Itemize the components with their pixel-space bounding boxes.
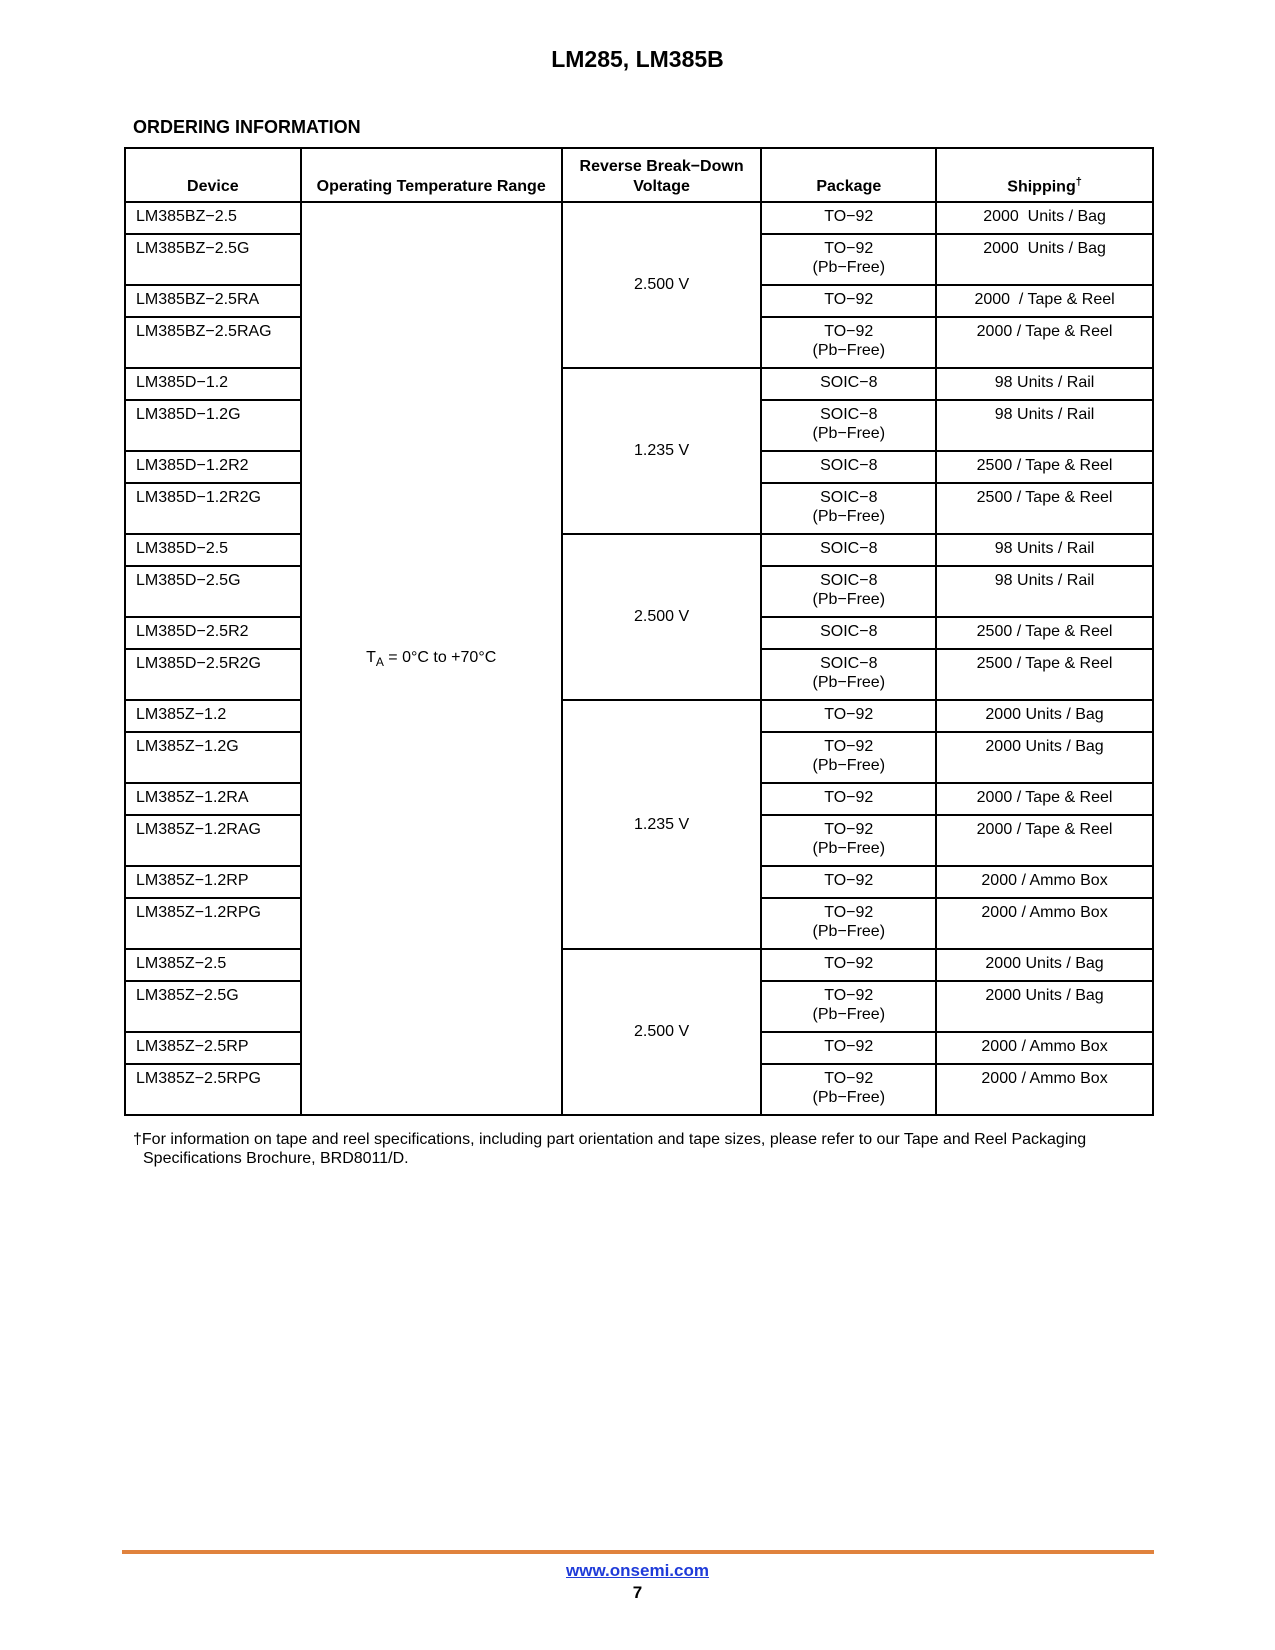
ordering-table — [124, 147, 1154, 1116]
cell-device: LM385BZ−2.5RA — [125, 285, 301, 317]
header-voltage — [562, 148, 762, 202]
cell-shipping: 2000 / Tape & Reel — [936, 815, 1153, 866]
package-name: TO−92 — [824, 208, 874, 225]
header-temp-range: Operating Temperature Range — [301, 148, 562, 202]
table-body — [125, 202, 1153, 1115]
cell-shipping: 98 Units / Rail — [936, 368, 1153, 400]
cell-device: LM385Z−2.5RPG — [125, 1064, 301, 1115]
package-name: TO−92 — [824, 872, 874, 889]
package-note: (Pb−Free) — [812, 674, 886, 691]
package-name: TO−92 — [824, 789, 874, 806]
cell-package — [761, 400, 936, 451]
cell-package — [761, 732, 936, 783]
package-name: SOIC−8 — [820, 374, 878, 391]
cell-voltage: 1.235 V — [562, 700, 762, 949]
package-name: TO−92 — [824, 323, 874, 340]
page-number: 7 — [632, 1583, 643, 1602]
cell-voltage: 2.500 V — [562, 202, 762, 368]
table-header-row — [125, 148, 1153, 202]
cell-device: LM385D−1.2 — [125, 368, 301, 400]
cell-package — [761, 1032, 936, 1064]
footer-website-link[interactable]: www.onsemi.com — [566, 1561, 709, 1580]
cell-device: LM385D−2.5R2 — [125, 617, 301, 649]
cell-device: LM385D−2.5 — [125, 534, 301, 566]
cell-shipping: 2000 / Tape & Reel — [936, 317, 1153, 368]
cell-package — [761, 700, 936, 732]
cell-device: LM385D−1.2R2G — [125, 483, 301, 534]
temp-range-prefix: T — [366, 648, 376, 666]
table-row — [125, 949, 1153, 981]
cell-shipping: 2500 / Tape & Reel — [936, 649, 1153, 700]
cell-shipping: 2000 Units / Bag — [936, 981, 1153, 1032]
package-name: SOIC−8 — [820, 623, 878, 640]
header-shipping — [936, 148, 1153, 202]
cell-device: LM385Z−1.2RPG — [125, 898, 301, 949]
temp-range-suffix: = 0°C to +70°C — [383, 648, 497, 666]
cell-shipping: 98 Units / Rail — [936, 400, 1153, 451]
cell-voltage: 2.500 V — [562, 534, 762, 700]
cell-package — [761, 317, 936, 368]
package-note: (Pb−Free) — [812, 923, 886, 940]
package-note: (Pb−Free) — [812, 591, 886, 608]
cell-package — [761, 285, 936, 317]
cell-device: LM385BZ−2.5 — [125, 202, 301, 234]
package-note: (Pb−Free) — [812, 757, 886, 774]
cell-device: LM385BZ−2.5G — [125, 234, 301, 285]
cell-device: LM385Z−1.2RAG — [125, 815, 301, 866]
cell-shipping: 98 Units / Rail — [936, 566, 1153, 617]
package-name: TO−92 — [824, 1070, 874, 1087]
temp-range-subscript: A — [375, 654, 384, 669]
cell-shipping: 2000 Units / Bag — [936, 732, 1153, 783]
footnote-line2: Specifications Brochure, BRD8011/D. — [143, 1150, 409, 1167]
cell-shipping: 2500 / Tape & Reel — [936, 451, 1153, 483]
package-name: TO−92 — [824, 987, 874, 1004]
cell-package — [761, 451, 936, 483]
cell-shipping: 2000 Units / Bag — [936, 234, 1153, 285]
cell-shipping: 2500 / Tape & Reel — [936, 483, 1153, 534]
cell-package — [761, 783, 936, 815]
cell-shipping: 2000 Units / Bag — [936, 700, 1153, 732]
package-name: TO−92 — [824, 821, 874, 838]
cell-package — [761, 898, 936, 949]
package-name: TO−92 — [824, 240, 874, 257]
cell-device: LM385Z−1.2RP — [125, 866, 301, 898]
package-name: SOIC−8 — [820, 489, 878, 506]
package-name: SOIC−8 — [820, 540, 878, 557]
cell-device: LM385Z−2.5G — [125, 981, 301, 1032]
header-voltage-line2: Voltage — [633, 178, 690, 195]
package-name: TO−92 — [824, 738, 874, 755]
package-note: (Pb−Free) — [812, 840, 886, 857]
cell-shipping: 2000 / Tape & Reel — [936, 783, 1153, 815]
cell-device: LM385Z−2.5RP — [125, 1032, 301, 1064]
cell-package — [761, 202, 936, 234]
table-row — [125, 368, 1153, 400]
cell-shipping: 2000 / Ammo Box — [936, 898, 1153, 949]
header-package: Package — [761, 148, 936, 202]
package-name: TO−92 — [824, 904, 874, 921]
section-heading: ORDERING INFORMATION — [133, 117, 361, 137]
shipping-footnote-mark: † — [1075, 175, 1082, 188]
cell-shipping: 2500 / Tape & Reel — [936, 617, 1153, 649]
cell-package — [761, 649, 936, 700]
header-voltage-line1: Reverse Break−Down — [579, 158, 744, 175]
footnote — [133, 1130, 1133, 1168]
cell-shipping: 2000 Units / Bag — [936, 202, 1153, 234]
package-note: (Pb−Free) — [812, 425, 886, 442]
cell-package — [761, 866, 936, 898]
package-name: TO−92 — [824, 1038, 874, 1055]
package-name: SOIC−8 — [820, 406, 878, 423]
cell-device: LM385Z−2.5 — [125, 949, 301, 981]
cell-package — [761, 617, 936, 649]
cell-package — [761, 534, 936, 566]
cell-shipping: 98 Units / Rail — [936, 534, 1153, 566]
cell-package — [761, 566, 936, 617]
table-row — [125, 534, 1153, 566]
cell-device: LM385D−2.5G — [125, 566, 301, 617]
cell-package — [761, 1064, 936, 1115]
package-note: (Pb−Free) — [812, 508, 886, 525]
header-device: Device — [125, 148, 301, 202]
table-row — [125, 202, 1153, 234]
cell-device: LM385D−2.5R2G — [125, 649, 301, 700]
cell-device: LM385Z−1.2G — [125, 732, 301, 783]
package-note: (Pb−Free) — [812, 342, 886, 359]
package-name: SOIC−8 — [820, 572, 878, 589]
footer-divider — [122, 1550, 1154, 1554]
package-name: SOIC−8 — [820, 457, 878, 474]
cell-shipping: 2000 / Tape & Reel — [936, 285, 1153, 317]
cell-device: LM385BZ−2.5RAG — [125, 317, 301, 368]
cell-device: LM385Z−1.2RA — [125, 783, 301, 815]
cell-package — [761, 949, 936, 981]
cell-package — [761, 483, 936, 534]
cell-package — [761, 234, 936, 285]
cell-package — [761, 815, 936, 866]
cell-package — [761, 981, 936, 1032]
cell-package — [761, 368, 936, 400]
cell-temp-range — [301, 202, 562, 1115]
package-note: (Pb−Free) — [812, 1006, 886, 1023]
cell-device: LM385D−1.2G — [125, 400, 301, 451]
package-note: (Pb−Free) — [812, 1089, 886, 1106]
header-shipping-label: Shipping — [1007, 178, 1076, 195]
package-name: SOIC−8 — [820, 655, 878, 672]
cell-shipping: 2000 Units / Bag — [936, 949, 1153, 981]
package-name: TO−92 — [824, 706, 874, 723]
cell-voltage: 2.500 V — [562, 949, 762, 1115]
document-title: LM285, LM385B — [551, 46, 724, 72]
package-name: TO−92 — [824, 291, 874, 308]
cell-voltage: 1.235 V — [562, 368, 762, 534]
cell-shipping: 2000 / Ammo Box — [936, 866, 1153, 898]
cell-device: LM385D−1.2R2 — [125, 451, 301, 483]
package-note: (Pb−Free) — [812, 259, 886, 276]
footnote-line1: †For information on tape and reel specifications, including part orientation and tape sizes, please refer to our Tape and Reel Packaging — [133, 1131, 1087, 1148]
package-name: TO−92 — [824, 955, 874, 972]
cell-shipping: 2000 / Ammo Box — [936, 1032, 1153, 1064]
cell-device: LM385Z−1.2 — [125, 700, 301, 732]
cell-shipping: 2000 / Ammo Box — [936, 1064, 1153, 1115]
table-row — [125, 700, 1153, 732]
